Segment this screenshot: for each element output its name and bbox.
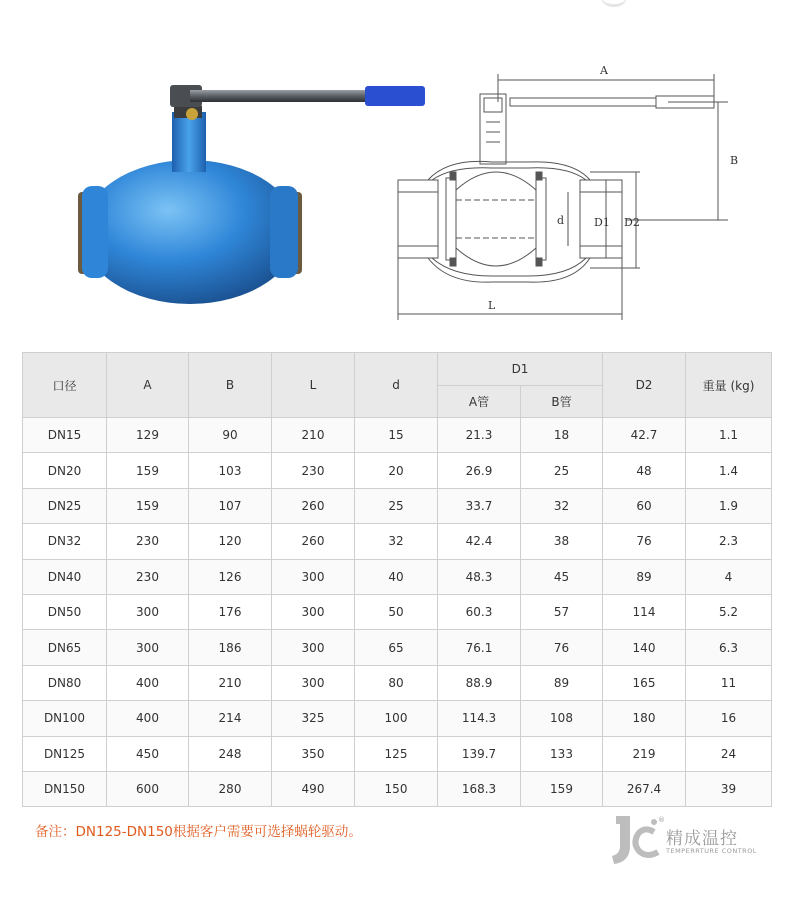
table-cell: 60.3	[438, 594, 521, 629]
header-a: A	[107, 353, 189, 418]
table-cell: 16	[686, 701, 772, 736]
table-cell: 1.4	[686, 453, 772, 488]
table-cell: 89	[521, 665, 603, 700]
logo-subtitle: TEMPERRTURE CONTROL	[666, 847, 757, 855]
table-cell: 1.1	[686, 418, 772, 453]
table-cell: DN25	[23, 488, 107, 523]
table-cell: 165	[603, 665, 686, 700]
jc-logo-icon	[608, 812, 664, 870]
table-cell: 280	[189, 771, 272, 806]
table-cell: 114.3	[438, 701, 521, 736]
table-cell: 108	[521, 701, 603, 736]
table-cell: 490	[272, 771, 355, 806]
table-cell: 267.4	[603, 771, 686, 806]
table-cell: 230	[107, 559, 189, 594]
table-cell: 100	[355, 701, 438, 736]
dim-l-label: L	[488, 299, 496, 312]
spec-table-body	[23, 418, 772, 807]
table-cell: 11	[686, 665, 772, 700]
table-cell: DN65	[23, 630, 107, 665]
table-cell: 80	[355, 665, 438, 700]
table-row	[23, 594, 772, 629]
table-cell: 42.7	[603, 418, 686, 453]
table-cell: 76	[603, 524, 686, 559]
table-row	[23, 771, 772, 806]
table-row	[23, 701, 772, 736]
table-cell: 4	[686, 559, 772, 594]
table-cell: 24	[686, 736, 772, 771]
table-cell: DN100	[23, 701, 107, 736]
table-row	[23, 453, 772, 488]
table-cell: DN150	[23, 771, 107, 806]
table-cell: 450	[107, 736, 189, 771]
table-cell: 214	[189, 701, 272, 736]
table-cell: 103	[189, 453, 272, 488]
table-row	[23, 630, 772, 665]
table-row	[23, 559, 772, 594]
table-cell: 32	[521, 488, 603, 523]
note-text: 备注：DN125-DN150根据客户需要可选择蜗轮驱动。	[35, 824, 362, 840]
table-cell: 133	[521, 736, 603, 771]
table-cell: 48.3	[438, 559, 521, 594]
table-cell: 38	[521, 524, 603, 559]
table-cell: DN50	[23, 594, 107, 629]
table-cell: 6.3	[686, 630, 772, 665]
registered-mark: ®	[658, 816, 665, 824]
table-cell: 18	[521, 418, 603, 453]
header-caliber: 口径	[23, 353, 107, 418]
table-cell: 180	[603, 701, 686, 736]
header-d2: D2	[603, 353, 686, 418]
table-cell: 65	[355, 630, 438, 665]
table-cell: 210	[189, 665, 272, 700]
company-logo	[608, 812, 768, 872]
dimension-drawing	[368, 62, 768, 324]
table-cell: 76	[521, 630, 603, 665]
spec-table	[22, 352, 772, 807]
table-cell: 40	[355, 559, 438, 594]
table-cell: 57	[521, 594, 603, 629]
table-cell: 176	[189, 594, 272, 629]
table-cell: 42.4	[438, 524, 521, 559]
table-cell: 300	[272, 630, 355, 665]
dim-a-label: A	[600, 64, 608, 77]
table-row	[23, 665, 772, 700]
top-decoration	[600, 0, 628, 7]
table-cell: 150	[355, 771, 438, 806]
table-cell: 60	[603, 488, 686, 523]
table-row	[23, 524, 772, 559]
header-d1-b-pipe: B管	[521, 386, 603, 418]
table-cell: 1.9	[686, 488, 772, 523]
table-cell: 600	[107, 771, 189, 806]
table-cell: 139.7	[438, 736, 521, 771]
table-cell: 126	[189, 559, 272, 594]
table-cell: 210	[272, 418, 355, 453]
table-cell: DN40	[23, 559, 107, 594]
table-row	[23, 488, 772, 523]
table-cell: 159	[107, 488, 189, 523]
table-cell: 48	[603, 453, 686, 488]
table-cell: 89	[603, 559, 686, 594]
table-cell: 168.3	[438, 771, 521, 806]
table-cell: 300	[272, 559, 355, 594]
table-cell: 5.2	[686, 594, 772, 629]
table-cell: 20	[355, 453, 438, 488]
table-cell: DN20	[23, 453, 107, 488]
table-cell: 2.3	[686, 524, 772, 559]
table-cell: 300	[272, 665, 355, 700]
table-cell: 107	[189, 488, 272, 523]
table-cell: DN15	[23, 418, 107, 453]
table-cell: 50	[355, 594, 438, 629]
dim-d-label: d	[557, 214, 565, 227]
table-cell: 120	[189, 524, 272, 559]
table-cell: 300	[272, 594, 355, 629]
table-cell: 114	[603, 594, 686, 629]
logo-brand-text: 精成温控	[666, 829, 738, 849]
table-cell: 25	[355, 488, 438, 523]
table-cell: 32	[355, 524, 438, 559]
table-cell: 159	[107, 453, 189, 488]
header-d1: D1	[438, 353, 603, 386]
table-cell: DN32	[23, 524, 107, 559]
table-cell: 159	[521, 771, 603, 806]
table-cell: 76.1	[438, 630, 521, 665]
table-cell: 350	[272, 736, 355, 771]
header-l: L	[272, 353, 355, 418]
table-cell: 45	[521, 559, 603, 594]
table-cell: 21.3	[438, 418, 521, 453]
table-cell: 186	[189, 630, 272, 665]
table-cell: 400	[107, 701, 189, 736]
header-d1-a-pipe: A管	[438, 386, 521, 418]
dim-b-label: B	[730, 154, 739, 167]
table-cell: 325	[272, 701, 355, 736]
table-cell: 300	[107, 594, 189, 629]
header-weight: 重量 (kg)	[686, 353, 772, 418]
table-cell: 260	[272, 488, 355, 523]
table-cell: 400	[107, 665, 189, 700]
dim-d1-label: D1	[594, 216, 610, 229]
table-row	[23, 736, 772, 771]
header-b: B	[189, 353, 272, 418]
table-cell: 25	[521, 453, 603, 488]
table-cell: 140	[603, 630, 686, 665]
table-cell: 230	[107, 524, 189, 559]
table-cell: 248	[189, 736, 272, 771]
dim-d2-label: D2	[624, 216, 640, 229]
table-cell: 26.9	[438, 453, 521, 488]
header-d: d	[355, 353, 438, 418]
table-cell: 125	[355, 736, 438, 771]
table-cell: 219	[603, 736, 686, 771]
table-cell: 230	[272, 453, 355, 488]
table-cell: 260	[272, 524, 355, 559]
table-cell: DN80	[23, 665, 107, 700]
table-cell: 33.7	[438, 488, 521, 523]
table-cell: 88.9	[438, 665, 521, 700]
table-cell: DN125	[23, 736, 107, 771]
table-cell: 39	[686, 771, 772, 806]
table-cell: 15	[355, 418, 438, 453]
table-cell: 90	[189, 418, 272, 453]
table-row	[23, 418, 772, 453]
table-cell: 300	[107, 630, 189, 665]
table-cell: 129	[107, 418, 189, 453]
